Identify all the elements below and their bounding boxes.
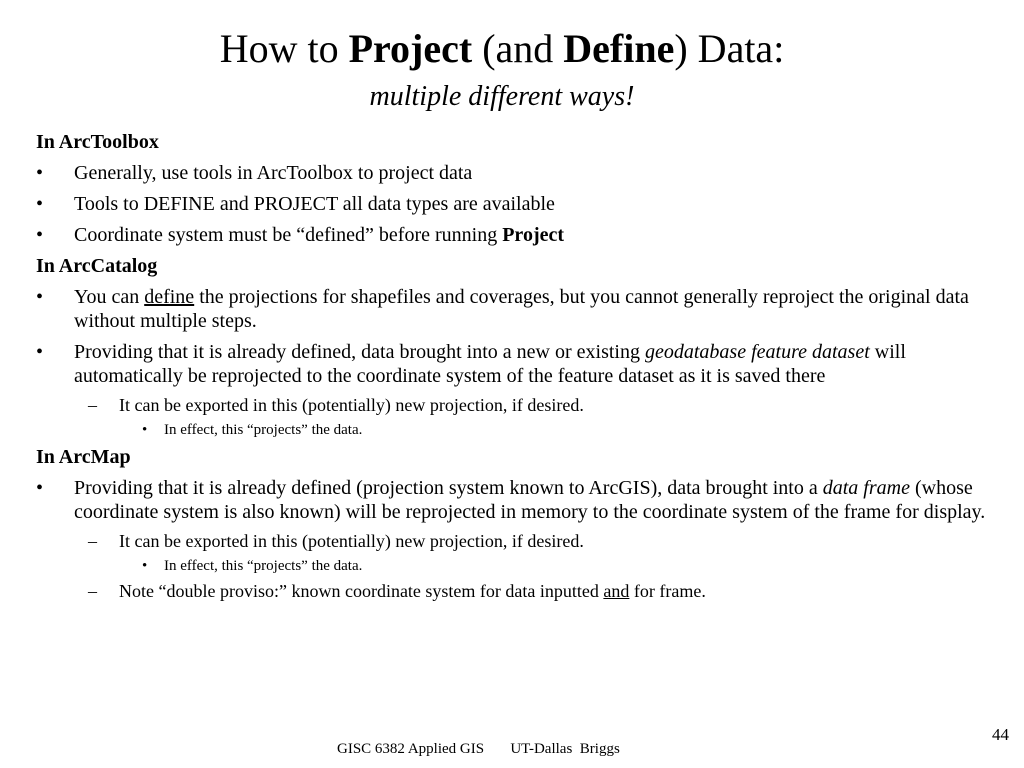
- bullet-text: the projections for shapefiles and coverages, but you cannot generally reproject the original data without multiple steps.: [74, 286, 969, 332]
- dash-marker: –: [88, 395, 97, 415]
- bullet-item: [36, 223, 986, 247]
- sub-sub-bullet-item: [36, 421, 986, 439]
- dash-marker: –: [88, 581, 97, 601]
- sub-bullet-item: [36, 581, 986, 602]
- sub-sub-bullet-item: [36, 557, 986, 575]
- sub-sub-bullet-text: In effect, this “projects” the data.: [164, 558, 363, 574]
- slide-footer: GISC 6382 Applied GIS UT-Dallas Briggs: [337, 741, 620, 757]
- bullet-text: will automatically be reprojected to the coordinate system of the feature dataset as it is saved there: [74, 341, 906, 387]
- bullet-italic-text: geodatabase feature dataset: [645, 341, 870, 363]
- sub-bullet-text: It can be exported in this (potentially) new projection, if desired.: [119, 395, 584, 415]
- bullet-underlined-text: define: [144, 286, 195, 308]
- bullet-marker: •: [142, 422, 148, 438]
- bullet-bold-text: Project: [502, 224, 565, 246]
- bullet-marker: •: [36, 224, 44, 246]
- slide-title: [0, 26, 1004, 72]
- title-text: (and: [472, 26, 564, 71]
- title-text: ) Data:: [674, 26, 785, 71]
- bullet-item: [36, 340, 986, 388]
- bullet-marker: •: [36, 477, 44, 499]
- bullet-text: Providing that it is already defined, data brought into a new or existing: [74, 341, 645, 363]
- section-heading-arccatalog: In ArcCatalog: [36, 255, 158, 277]
- bullet-italic-text: data frame: [822, 477, 910, 499]
- sub-bullet-text: for frame.: [629, 581, 706, 601]
- bullet-item: [36, 161, 986, 185]
- bullet-item: [36, 192, 986, 216]
- sub-bullet-item: [36, 531, 986, 552]
- bullet-text: Providing that it is already defined (projection system known to ArcGIS), data brought into a: [74, 477, 823, 499]
- sub-sub-bullet-text: In effect, this “projects” the data.: [164, 422, 363, 438]
- sub-bullet-underlined-text: and: [603, 581, 630, 601]
- sub-bullet-text: It can be exported in this (potentially) new projection, if desired.: [119, 531, 584, 551]
- title-text: How to: [219, 26, 349, 71]
- bullet-marker: •: [36, 162, 44, 184]
- bullet-text: Generally, use tools in ArcToolbox to project data: [74, 162, 473, 184]
- bullet-text: You can: [74, 286, 145, 308]
- bullet-marker: •: [36, 286, 44, 308]
- dash-marker: –: [88, 531, 97, 551]
- bullet-marker: •: [142, 558, 148, 574]
- bullet-marker: •: [36, 341, 44, 363]
- title-bold-define: Define: [563, 26, 675, 71]
- bullet-text: Tools to DEFINE and PROJECT all data types are available: [74, 193, 555, 215]
- section-heading-arctoolbox: In ArcToolbox: [36, 131, 159, 153]
- slide-body: [36, 130, 986, 607]
- page-number: 44: [992, 725, 1009, 744]
- bullet-text: (whose coordinate system is also known) will be reprojected in memory to the coordinate system of the frame for display.: [74, 477, 986, 523]
- title-bold-project: Project: [348, 26, 473, 71]
- sub-bullet-text: Note “double proviso:” known coordinate system for data inputted: [119, 581, 604, 601]
- bullet-marker: •: [36, 193, 44, 215]
- section-heading-arcmap: In ArcMap: [36, 446, 131, 468]
- slide-subtitle: multiple different ways!: [369, 81, 635, 112]
- bullet-text: Coordinate system must be “defined” before running: [74, 224, 503, 246]
- sub-bullet-item: [36, 395, 986, 416]
- bullet-item: [36, 476, 986, 524]
- bullet-item: [36, 285, 986, 333]
